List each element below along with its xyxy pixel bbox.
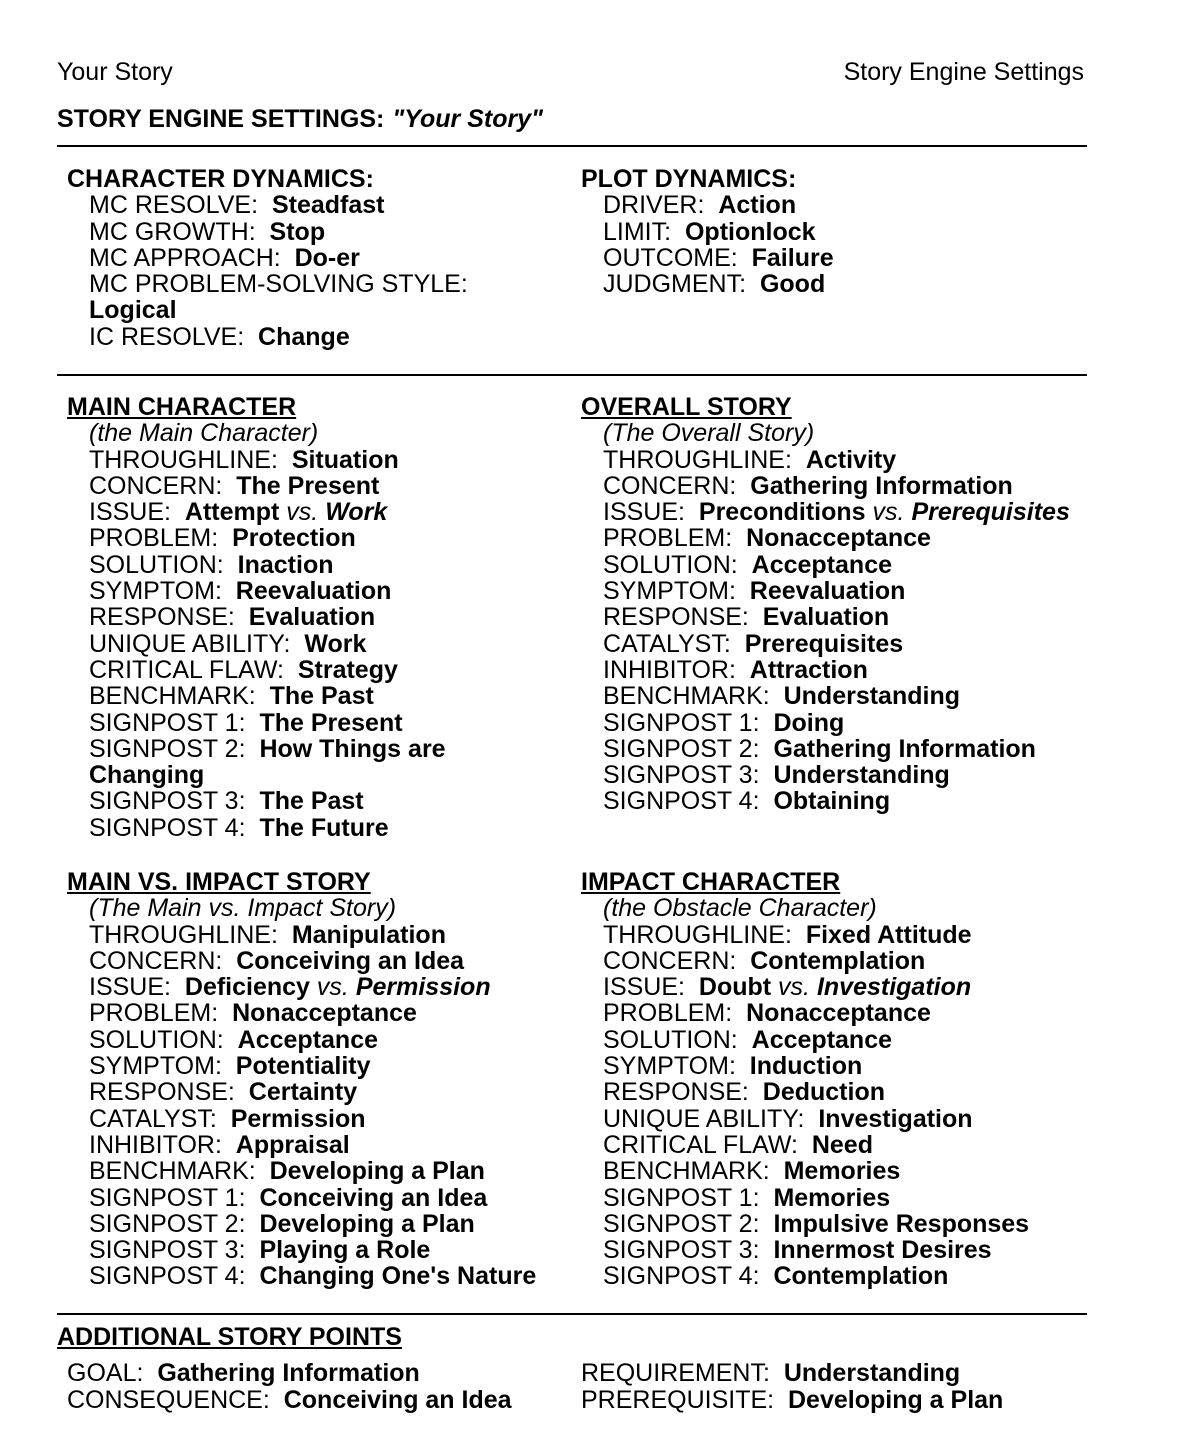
setting-row bbox=[581, 552, 1081, 578]
impact-character-subtitle: (the Obstacle Character) bbox=[603, 894, 877, 923]
setting-row bbox=[581, 271, 1081, 297]
setting-value: Do-er bbox=[294, 243, 360, 272]
setting-row bbox=[67, 815, 567, 841]
setting-row bbox=[581, 447, 1081, 473]
setting-row bbox=[581, 1079, 1081, 1105]
setting-value: Nonacceptance bbox=[746, 999, 931, 1028]
setting-row bbox=[67, 710, 567, 736]
setting-value-secondary: Work bbox=[325, 498, 388, 527]
setting-value: Doubt bbox=[698, 973, 772, 1002]
setting-value: Conceiving an Idea bbox=[236, 946, 465, 975]
setting-row bbox=[581, 525, 1081, 551]
setting-row bbox=[67, 683, 567, 709]
setting-row bbox=[67, 271, 537, 324]
setting-key: RESPONSE: bbox=[89, 603, 235, 632]
setting-key: SIGNPOST 3: bbox=[89, 787, 246, 816]
setting-key: SIGNPOST 3: bbox=[603, 761, 760, 790]
impact-character-rows bbox=[581, 922, 1081, 1290]
setting-key: PROBLEM: bbox=[603, 999, 733, 1028]
setting-value: Stop bbox=[269, 217, 326, 246]
setting-row bbox=[581, 1211, 1081, 1237]
setting-key: SYMPTOM: bbox=[603, 1052, 736, 1081]
goal-line bbox=[67, 1360, 420, 1387]
consequence-line bbox=[67, 1387, 512, 1414]
setting-row bbox=[67, 219, 537, 245]
main-vs-impact-section bbox=[67, 869, 567, 1290]
setting-value: Contemplation bbox=[773, 1262, 949, 1291]
page-title bbox=[57, 104, 543, 134]
setting-value: Manipulation bbox=[291, 920, 446, 949]
setting-key: DRIVER: bbox=[603, 191, 705, 220]
setting-value: Optionlock bbox=[684, 217, 816, 246]
setting-value: Logical bbox=[89, 296, 177, 325]
setting-row bbox=[581, 1237, 1081, 1263]
setting-value: Evaluation bbox=[762, 603, 890, 632]
consequence-key: CONSEQUENCE: bbox=[67, 1386, 270, 1414]
prerequisite-value: Developing a Plan bbox=[788, 1386, 1004, 1414]
impact-character-heading: IMPACT CHARACTER bbox=[581, 868, 841, 896]
main-vs-impact-rows bbox=[67, 922, 567, 1290]
requirement-value: Understanding bbox=[783, 1359, 961, 1387]
setting-row bbox=[67, 922, 567, 948]
setting-row bbox=[581, 762, 1081, 788]
plot-dynamics-rows bbox=[581, 192, 1081, 297]
setting-value: Obtaining bbox=[773, 787, 891, 816]
setting-value: Evaluation bbox=[248, 603, 376, 632]
setting-value: Attempt bbox=[184, 498, 280, 527]
consequence-value: Conceiving an Idea bbox=[283, 1386, 512, 1414]
setting-key: BENCHMARK: bbox=[89, 1157, 256, 1186]
setting-value: Acceptance bbox=[237, 1025, 379, 1054]
setting-key: PROBLEM: bbox=[89, 524, 219, 553]
setting-row bbox=[581, 922, 1081, 948]
setting-row bbox=[581, 710, 1081, 736]
setting-key: RESPONSE: bbox=[89, 1078, 235, 1107]
setting-key: SIGNPOST 1: bbox=[89, 1183, 246, 1212]
setting-row bbox=[67, 1079, 567, 1105]
additional-story-points-heading: ADDITIONAL STORY POINTS bbox=[57, 1323, 402, 1351]
setting-row bbox=[581, 1158, 1081, 1184]
setting-row bbox=[67, 578, 567, 604]
setting-row bbox=[581, 473, 1081, 499]
setting-row bbox=[67, 604, 567, 630]
setting-value: Acceptance bbox=[751, 550, 893, 579]
setting-key: RESPONSE: bbox=[603, 603, 749, 632]
setting-value: Conceiving an Idea bbox=[259, 1183, 488, 1212]
setting-key: SIGNPOST 2: bbox=[603, 734, 760, 763]
setting-row bbox=[581, 974, 1081, 1000]
setting-value: Doing bbox=[773, 708, 845, 737]
setting-key: MC RESOLVE: bbox=[89, 191, 259, 220]
setting-value: Memories bbox=[783, 1157, 901, 1186]
setting-row bbox=[67, 499, 567, 525]
setting-row bbox=[581, 578, 1081, 604]
setting-key: SIGNPOST 3: bbox=[603, 1236, 760, 1265]
setting-row bbox=[581, 1000, 1081, 1026]
divider-bottom bbox=[57, 1313, 1087, 1315]
setting-key: THROUGHLINE: bbox=[89, 920, 278, 949]
setting-value: Gathering Information bbox=[773, 734, 1036, 763]
setting-key: SOLUTION: bbox=[89, 1025, 224, 1054]
setting-row bbox=[67, 525, 567, 551]
setting-row bbox=[581, 1185, 1081, 1211]
setting-key: SIGNPOST 1: bbox=[603, 1183, 760, 1212]
setting-key: MC PROBLEM-SOLVING STYLE: bbox=[89, 270, 468, 299]
setting-key: PROBLEM: bbox=[603, 524, 733, 553]
setting-row bbox=[67, 736, 567, 789]
overall-story-section bbox=[581, 394, 1081, 815]
setting-value: Good bbox=[759, 270, 826, 299]
setting-value: Developing a Plan bbox=[259, 1209, 475, 1238]
setting-row bbox=[67, 324, 537, 350]
setting-value: Attraction bbox=[749, 655, 868, 684]
setting-key: INHIBITOR: bbox=[89, 1130, 222, 1159]
setting-row bbox=[67, 1132, 567, 1158]
setting-key: CRITICAL FLAW: bbox=[89, 655, 284, 684]
setting-key: RESPONSE: bbox=[603, 1078, 749, 1107]
setting-key: IC RESOLVE: bbox=[89, 322, 245, 351]
setting-value: Investigation bbox=[818, 1104, 973, 1133]
setting-key: CONCERN: bbox=[603, 946, 737, 975]
setting-row bbox=[581, 788, 1081, 814]
setting-row bbox=[67, 447, 567, 473]
setting-value-secondary: Permission bbox=[355, 973, 491, 1002]
overall-story-subtitle: (The Overall Story) bbox=[603, 419, 815, 448]
setting-key: ISSUE: bbox=[89, 498, 171, 527]
setting-key: SIGNPOST 2: bbox=[603, 1209, 760, 1238]
setting-value: Changing One's Nature bbox=[259, 1262, 537, 1291]
setting-row bbox=[67, 1053, 567, 1079]
setting-value: Certainty bbox=[248, 1078, 358, 1107]
setting-key: MC GROWTH: bbox=[89, 217, 256, 246]
setting-row bbox=[581, 219, 1081, 245]
setting-key: SIGNPOST 1: bbox=[603, 708, 760, 737]
setting-value: Activity bbox=[805, 445, 897, 474]
setting-row bbox=[67, 948, 567, 974]
setting-row bbox=[581, 1132, 1081, 1158]
setting-key: SIGNPOST 2: bbox=[89, 1209, 246, 1238]
overall-story-rows bbox=[581, 447, 1081, 815]
setting-row bbox=[67, 1211, 567, 1237]
setting-row bbox=[581, 1263, 1081, 1289]
main-vs-impact-heading: MAIN VS. IMPACT STORY bbox=[67, 868, 371, 896]
setting-value: Contemplation bbox=[750, 946, 926, 975]
setting-value: Acceptance bbox=[751, 1025, 893, 1054]
setting-value: Deduction bbox=[762, 1078, 885, 1107]
setting-value: Work bbox=[304, 629, 367, 658]
setting-key: BENCHMARK: bbox=[89, 682, 256, 711]
setting-value: Need bbox=[811, 1130, 873, 1159]
character-dynamics-section bbox=[67, 166, 537, 350]
setting-key: MC APPROACH: bbox=[89, 243, 281, 272]
prerequisite-key: PREREQUISITE: bbox=[581, 1386, 775, 1414]
setting-row bbox=[67, 1000, 567, 1026]
setting-value: Induction bbox=[749, 1052, 863, 1081]
setting-row bbox=[581, 631, 1081, 657]
setting-key: CATALYST: bbox=[603, 629, 731, 658]
prerequisite-line bbox=[581, 1387, 1003, 1414]
setting-key: OUTCOME: bbox=[603, 243, 738, 272]
setting-row bbox=[581, 499, 1081, 525]
character-dynamics-heading: CHARACTER DYNAMICS: bbox=[67, 165, 374, 193]
setting-key: SYMPTOM: bbox=[89, 577, 222, 606]
setting-value: Memories bbox=[773, 1183, 891, 1212]
setting-key: ISSUE: bbox=[89, 973, 171, 1002]
setting-key: CATALYST: bbox=[89, 1104, 217, 1133]
setting-key: BENCHMARK: bbox=[603, 1157, 770, 1186]
divider-top bbox=[57, 145, 1087, 147]
setting-value: Failure bbox=[751, 243, 834, 272]
setting-value: Playing a Role bbox=[259, 1236, 431, 1265]
setting-row bbox=[581, 657, 1081, 683]
overall-story-heading: OVERALL STORY bbox=[581, 393, 792, 421]
setting-row bbox=[67, 245, 537, 271]
setting-row bbox=[581, 1106, 1081, 1132]
setting-key: ISSUE: bbox=[603, 973, 685, 1002]
setting-key: INHIBITOR: bbox=[603, 655, 736, 684]
setting-row bbox=[67, 788, 567, 814]
setting-value: Inaction bbox=[237, 550, 334, 579]
requirement-line bbox=[581, 1360, 960, 1387]
setting-row bbox=[581, 948, 1081, 974]
setting-value: Innermost Desires bbox=[773, 1236, 992, 1265]
setting-key: SOLUTION: bbox=[89, 550, 224, 579]
character-dynamics-rows bbox=[67, 192, 537, 350]
goal-key: GOAL: bbox=[67, 1359, 144, 1387]
setting-value: Steadfast bbox=[271, 191, 385, 220]
running-header-right: Story Engine Settings bbox=[843, 58, 1084, 86]
page-title-label: STORY ENGINE SETTINGS: bbox=[57, 105, 385, 133]
setting-key: LIMIT: bbox=[603, 217, 672, 246]
setting-row bbox=[67, 552, 567, 578]
impact-character-section bbox=[581, 869, 1081, 1290]
setting-key: SYMPTOM: bbox=[603, 577, 736, 606]
versus-label: vs. bbox=[872, 498, 905, 527]
setting-value: Nonacceptance bbox=[232, 999, 417, 1028]
setting-key: BENCHMARK: bbox=[603, 682, 770, 711]
versus-label: vs. bbox=[778, 973, 810, 1002]
setting-row bbox=[581, 736, 1081, 762]
setting-row bbox=[581, 1053, 1081, 1079]
main-character-section bbox=[67, 394, 567, 841]
setting-row bbox=[581, 683, 1081, 709]
setting-value: Strategy bbox=[297, 655, 398, 684]
setting-key: CONCERN: bbox=[603, 471, 737, 500]
setting-value: Permission bbox=[230, 1104, 366, 1133]
main-character-rows bbox=[67, 447, 567, 841]
setting-row bbox=[581, 245, 1081, 271]
setting-key: UNIQUE ABILITY: bbox=[89, 629, 291, 658]
setting-row bbox=[581, 604, 1081, 630]
setting-key: SIGNPOST 1: bbox=[89, 708, 246, 737]
setting-value: Appraisal bbox=[235, 1130, 350, 1159]
setting-value: Reevaluation bbox=[749, 577, 906, 606]
setting-value: How Things are Changing bbox=[89, 734, 453, 790]
setting-value: Action bbox=[718, 191, 797, 220]
setting-key: SIGNPOST 2: bbox=[89, 734, 246, 763]
setting-key: SOLUTION: bbox=[603, 550, 738, 579]
page-title-story: "Your Story" bbox=[392, 105, 543, 133]
setting-value: Prerequisites bbox=[744, 629, 904, 658]
setting-key: SOLUTION: bbox=[603, 1025, 738, 1054]
setting-value: Situation bbox=[291, 445, 399, 474]
setting-value: Understanding bbox=[773, 761, 950, 790]
setting-value: The Past bbox=[259, 787, 364, 816]
setting-value: The Future bbox=[259, 813, 389, 842]
main-vs-impact-subtitle: (The Main vs. Impact Story) bbox=[89, 894, 397, 923]
versus-label: vs. bbox=[286, 498, 319, 527]
setting-value: Protection bbox=[232, 524, 356, 553]
setting-row bbox=[67, 192, 537, 218]
setting-value: Gathering Information bbox=[750, 471, 1013, 500]
main-character-heading: MAIN CHARACTER bbox=[67, 393, 297, 421]
setting-row bbox=[67, 1027, 567, 1053]
setting-key: ISSUE: bbox=[603, 498, 685, 527]
setting-row bbox=[581, 192, 1081, 218]
setting-row bbox=[67, 1185, 567, 1211]
setting-value: The Present bbox=[236, 471, 380, 500]
setting-key: SIGNPOST 4: bbox=[89, 1262, 246, 1291]
setting-row bbox=[581, 1027, 1081, 1053]
setting-value: Preconditions bbox=[698, 498, 866, 527]
setting-value: Potentiality bbox=[235, 1052, 371, 1081]
divider-middle bbox=[57, 374, 1087, 376]
setting-value: Fixed Attitude bbox=[805, 920, 972, 949]
main-character-subtitle: (the Main Character) bbox=[89, 419, 319, 448]
setting-key: SIGNPOST 3: bbox=[89, 1236, 246, 1265]
setting-row bbox=[67, 657, 567, 683]
setting-value: Understanding bbox=[783, 682, 960, 711]
setting-row bbox=[67, 473, 567, 499]
setting-row bbox=[67, 1158, 567, 1184]
setting-key: THROUGHLINE: bbox=[89, 445, 278, 474]
plot-dynamics-heading: PLOT DYNAMICS: bbox=[581, 165, 797, 193]
setting-value: Deficiency bbox=[184, 973, 310, 1002]
goal-value: Gathering Information bbox=[157, 1359, 420, 1387]
setting-key: CONCERN: bbox=[89, 471, 223, 500]
plot-dynamics-section bbox=[581, 166, 1081, 297]
running-header-left: Your Story bbox=[57, 58, 173, 86]
setting-row bbox=[67, 1263, 567, 1289]
setting-key: CRITICAL FLAW: bbox=[603, 1130, 798, 1159]
setting-row bbox=[67, 974, 567, 1000]
setting-key: JUDGMENT: bbox=[603, 270, 747, 299]
setting-key: THROUGHLINE: bbox=[603, 920, 792, 949]
setting-key: SYMPTOM: bbox=[89, 1052, 222, 1081]
setting-value: Developing a Plan bbox=[269, 1157, 485, 1186]
setting-key: SIGNPOST 4: bbox=[603, 787, 760, 816]
versus-label: vs. bbox=[316, 973, 349, 1002]
setting-value: The Past bbox=[269, 682, 374, 711]
setting-value: Reevaluation bbox=[235, 577, 392, 606]
setting-key: SIGNPOST 4: bbox=[89, 813, 246, 842]
setting-key: THROUGHLINE: bbox=[603, 445, 792, 474]
setting-row bbox=[67, 631, 567, 657]
setting-value-secondary: Prerequisites bbox=[911, 498, 1070, 527]
setting-key: SIGNPOST 4: bbox=[603, 1262, 760, 1291]
setting-key: CONCERN: bbox=[89, 946, 223, 975]
setting-value-secondary: Investigation bbox=[816, 973, 972, 1002]
requirement-key: REQUIREMENT: bbox=[581, 1359, 770, 1387]
setting-key: PROBLEM: bbox=[89, 999, 219, 1028]
setting-value: The Present bbox=[259, 708, 403, 737]
setting-value: Impulsive Responses bbox=[773, 1209, 1030, 1238]
setting-value: Nonacceptance bbox=[746, 524, 931, 553]
setting-key: UNIQUE ABILITY: bbox=[603, 1104, 805, 1133]
setting-row bbox=[67, 1237, 567, 1263]
setting-value: Change bbox=[258, 322, 350, 351]
setting-row bbox=[67, 1106, 567, 1132]
